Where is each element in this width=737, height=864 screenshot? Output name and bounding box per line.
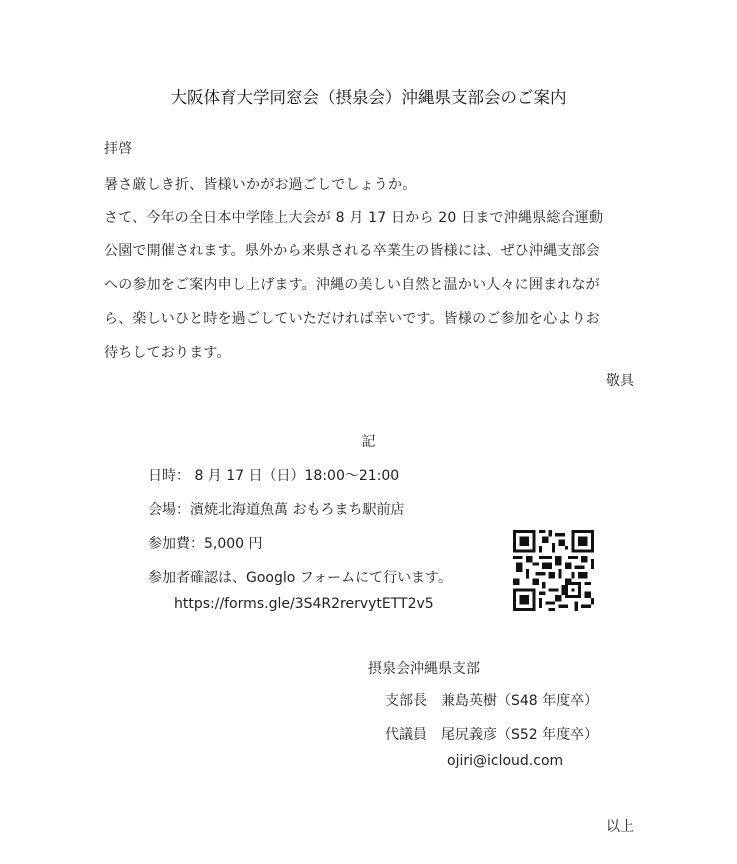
paragraph-line: 公園で開催されます。県外から来県される卒業生の皆様には、ぜひ沖縄支部会: [104, 243, 600, 259]
paragraph-line: への参加をご案内申し上げます。沖縄の美しい自然と温かい人々に囲まれなが: [104, 277, 600, 293]
paragraph-line: さて、今年の全日本中学陸上大会が 8 月 17 日から 20 日まで沖縄県総合運動: [104, 210, 604, 226]
closing-ijou: 以上: [606, 819, 634, 835]
ki-heading: 記: [361, 434, 376, 450]
signature-branch-head: 支部長 兼島英樹（S48 年度卒）: [385, 693, 599, 709]
closing-keigu: 敬具: [606, 373, 634, 389]
signature-representative: 代議員 尾尻義彦（S52 年度卒）: [385, 727, 599, 743]
salutation: 拝啓: [104, 141, 133, 157]
contact-email[interactable]: ojiri@icloud.com: [447, 753, 564, 769]
event-fee: 参加費：5,000 円: [148, 536, 263, 552]
paragraph-line: ら、楽しいひと時を過ごしていただければ幸いです。皆様のご参加を心よりお: [104, 311, 600, 327]
paragraph-line: 暑さ厳しき折、皆様いかがお過ごしでしょうか。: [104, 177, 417, 193]
event-venue: 会場：濱焼北海道魚萬 おもろまち駅前店: [148, 502, 405, 518]
paragraph-line: 待ちしております。: [104, 345, 231, 361]
page-title: 大阪体育大学同窓会（摂泉会）沖縄県支部会のご案内: [170, 88, 567, 107]
attendance-confirm: 参加者確認は、Googlo フォームにて行います。: [148, 570, 452, 586]
signature-org: 摂泉会沖縄県支部: [368, 661, 480, 677]
form-url-link[interactable]: https://forms.gle/3S4R2rervytETT2v5: [174, 596, 434, 612]
qr-code-image[interactable]: [513, 530, 594, 611]
event-datetime: 日時： 8 月 17 日（日）18:00～21:00: [148, 468, 400, 484]
